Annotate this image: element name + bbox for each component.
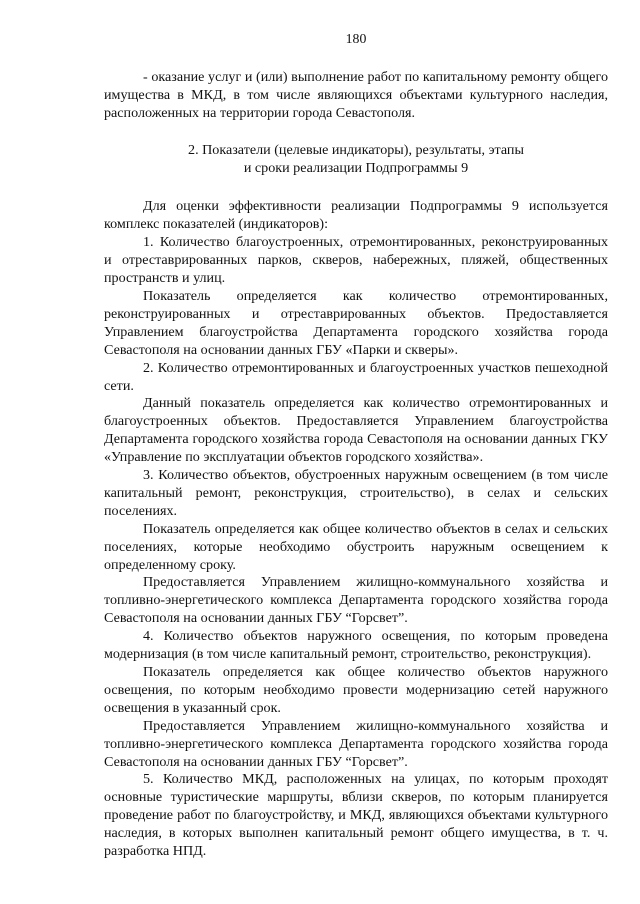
intro-paragraph: - оказание услуг и (или) выполнение работ по капитальному ремонту общего имущества в МКД, в том числе являющихся объектами культурного наследия, расположенных на территории города Севастополя.: [104, 68, 608, 121]
section-heading-line-1: 2. Показатели (целевые индикаторы), результаты, этапы: [188, 141, 524, 158]
page-number: 180: [345, 31, 367, 46]
paragraph-indicator-3-source: Предоставляется Управлением жилищно-коммунального хозяйства и топливно-энергетического комплекса Департамента городского хозяйства города Севастополя на основании данных ГБУ “Горсвет”.: [104, 574, 608, 627]
paragraph-indicator-5: 5. Количество МКД, расположенных на улицах, по которым проходят основные туристические маршруты, вблизи скверов, по которым планируется проведение работ по благоустройству, и МКД, являющихся объектами культурного наследия, в которых выполнен капитальный ремонт общего имущества, в т. ч. разработка НПД.: [104, 771, 608, 860]
paragraph-indicator-2: 2. Количество отремонтированных и благоустроенных участков пешеходной сети.: [104, 359, 608, 394]
paragraph-indicator-4: 4. Количество объектов наружного освещения, по которым проведена модернизация (в том числе капитальный ремонт, строительство, реконструкция).: [104, 628, 608, 663]
section-heading: [104, 142, 608, 178]
paragraph-evaluation-intro: Для оценки эффективности реализации Подпрограммы 9 используется комплекс показателей (индикаторов):: [104, 198, 608, 233]
section-heading-line-2: и сроки реализации Подпрограммы 9: [243, 159, 469, 176]
paragraph-indicator-1-method: Показатель определяется как количество отремонтированных, реконструированных и отреставрированных объектов. Предоставляется Управлением благоустройства Департамента городского хозяйства города Севастополя на основании данных ГБУ «Парки и скверы».: [104, 287, 608, 358]
document-page: [104, 30, 608, 861]
paragraph-indicator-1: 1. Количество благоустроенных, отремонтированных, реконструированных и отреставрированных парков, скверов, набережных, пляжей, общественных пространств и улиц.: [104, 234, 608, 287]
paragraph-indicator-4-source: Предоставляется Управлением жилищно-коммунального хозяйства и топливно-энергетического комплекса Департамента городского хозяйства города Севастополя на основании данных ГБУ “Горсвет”.: [104, 717, 608, 770]
paragraph-indicator-3-method: Показатель определяется как общее количество объектов в селах и сельских поселениях, которые необходимо обустроить наружным освещением к определенному сроку.: [104, 520, 608, 573]
paragraph-indicator-2-method: Данный показатель определяется как количество отремонтированных и благоустроенных объектов. Предоставляется Управлением благоустройства Департамента городского хозяйства города Севастополя на основании данных ГКУ «Управление по эксплуатации объектов городского хозяйства».: [104, 395, 608, 466]
paragraph-indicator-3: 3. Количество объектов, обустроенных наружным освещением (в том числе капитальный ремонт, реконструкция, строительство), в селах и сельских поселениях.: [104, 467, 608, 519]
paragraph-indicator-4-method: Показатель определяется как общее количество объектов наружного освещения, по которым необходимо провести модернизацию сетей наружного освещения в указанный срок.: [104, 664, 608, 716]
